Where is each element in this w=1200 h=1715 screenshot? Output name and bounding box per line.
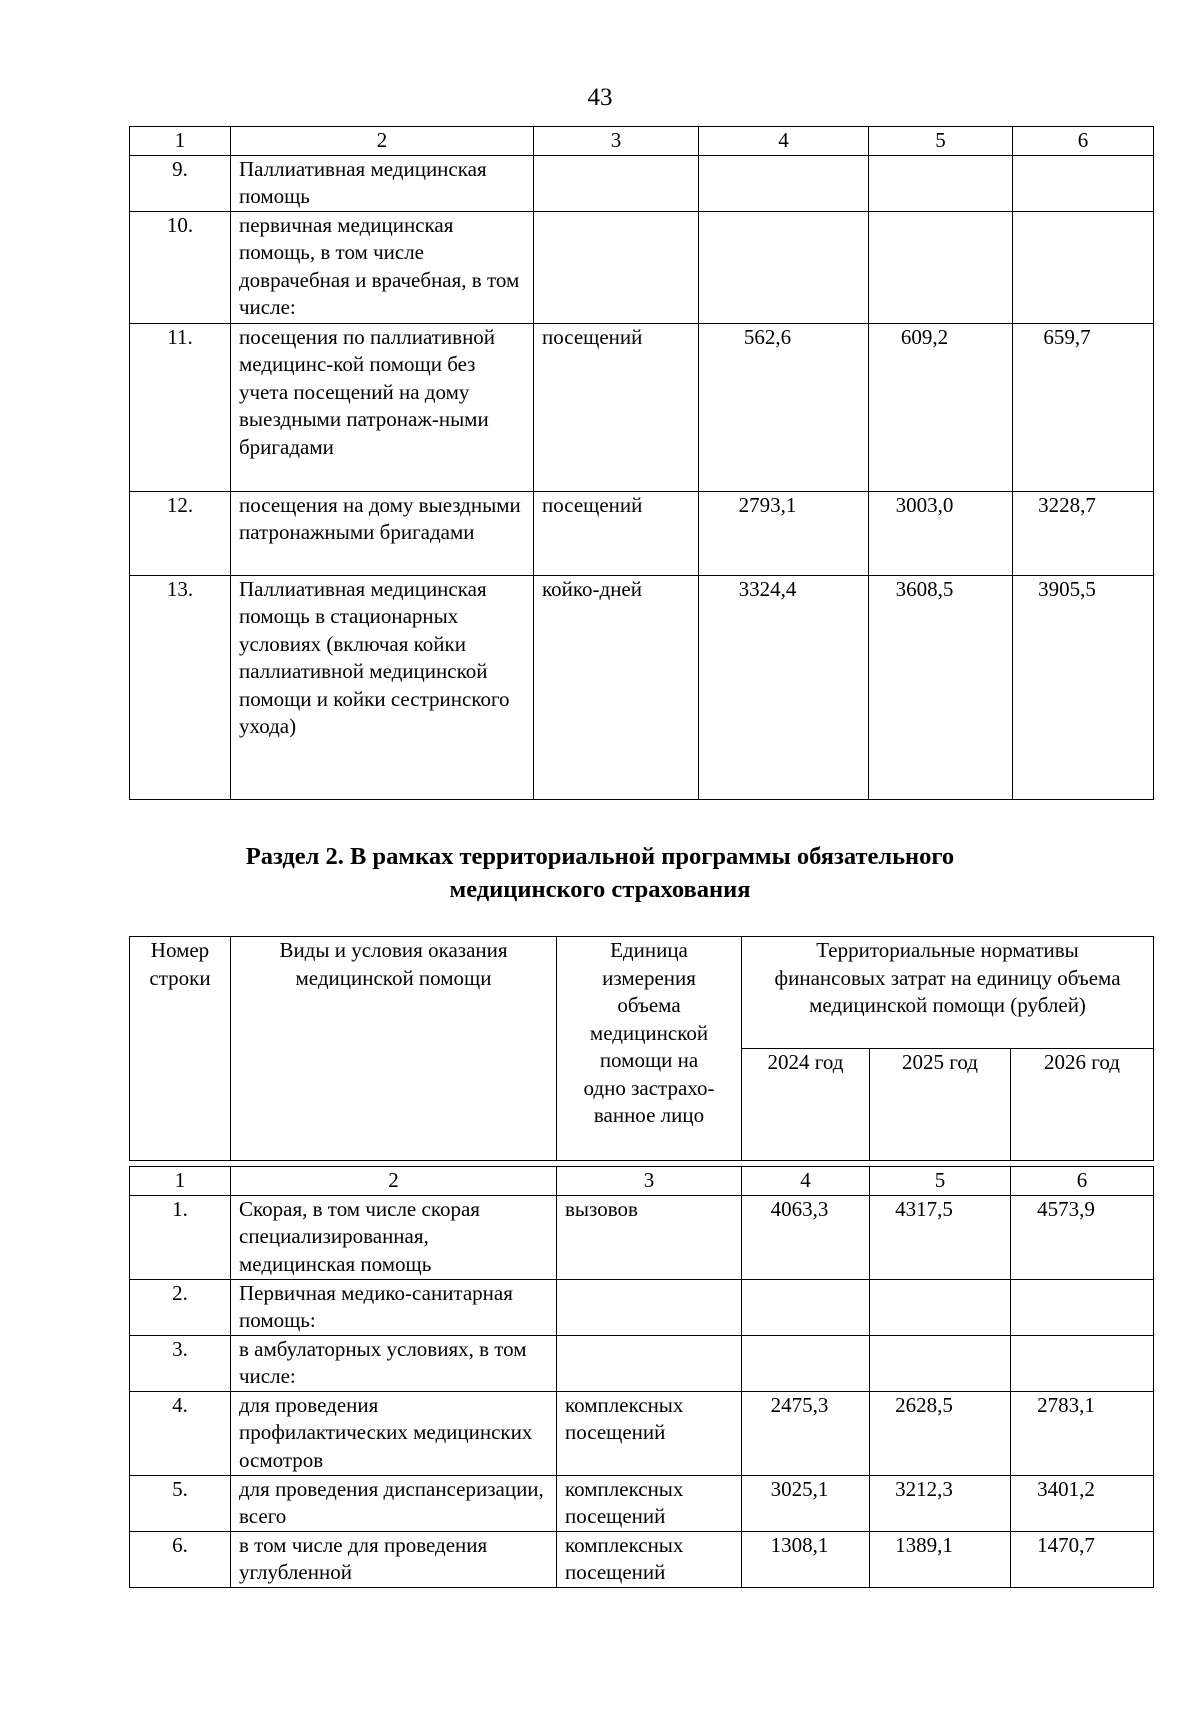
- section-heading-line: Раздел 2. В рамках территориальной программы обязательного: [245, 843, 955, 870]
- column-number-row: [130, 1167, 1154, 1196]
- row-number: 5.: [130, 1475, 231, 1531]
- row-number: 10.: [130, 211, 231, 323]
- column-number: 1: [130, 127, 231, 156]
- value-2026: 3905,5: [1013, 575, 1154, 799]
- column-number: 4: [742, 1167, 870, 1196]
- column-number: 1: [130, 1167, 231, 1196]
- value-2025: 3608,5: [869, 575, 1013, 799]
- page-number: 43: [587, 84, 613, 111]
- row-unit: [557, 1279, 742, 1335]
- column-number: 5: [870, 1167, 1011, 1196]
- row-name: посещения по паллиативной медицинс-кой помощи без учета посещений на дому выездными патронаж-ными бригадами: [231, 323, 534, 491]
- value-2026: 3228,7: [1013, 491, 1154, 575]
- column-number: 6: [1011, 1167, 1154, 1196]
- table-row: [130, 491, 1154, 575]
- row-name: в амбулаторных условиях, в том числе:: [231, 1335, 557, 1391]
- header-norms: Территориальные нормативы финансовых затрат на единицу объема медицинской помощи (рублей): [742, 937, 1154, 1049]
- row-name: первичная медицинская помощь, в том числе доврачебная и врачебная, в том числе:: [231, 211, 534, 323]
- row-name: в том числе для проведения углубленной: [231, 1531, 557, 1587]
- row-unit: койко-дней: [534, 575, 699, 799]
- row-unit: [557, 1335, 742, 1391]
- table-row: [130, 1475, 1154, 1531]
- table-row: [130, 211, 1154, 323]
- value-2026: 1470,7: [1011, 1531, 1154, 1587]
- row-number: 2.: [130, 1279, 231, 1335]
- row-number: 12.: [130, 491, 231, 575]
- table-row: [130, 1531, 1154, 1587]
- oms-cost-norms-table: [129, 1166, 1154, 1588]
- header-unit: Единица измерения объема медицинской помощи на одно застрахо-ванное лицо: [557, 937, 742, 1161]
- table-row: [130, 575, 1154, 799]
- value-2025: [869, 211, 1013, 323]
- row-number: 4.: [130, 1391, 231, 1475]
- value-2025: [869, 155, 1013, 211]
- row-name: для проведения диспансеризации, всего: [231, 1475, 557, 1531]
- value-2025: 3212,3: [870, 1475, 1011, 1531]
- row-unit: комплексных посещений: [557, 1531, 742, 1587]
- section-heading-line: медицинского страхования: [449, 876, 751, 903]
- row-number: 11.: [130, 323, 231, 491]
- value-2026: 2783,1: [1011, 1391, 1154, 1475]
- value-2025: 4317,5: [870, 1195, 1011, 1279]
- palliative-care-table: [129, 126, 1154, 800]
- value-2025: 609,2: [869, 323, 1013, 491]
- header-year-2026: 2026 год: [1011, 1049, 1154, 1161]
- value-2024: 562,6: [699, 323, 869, 491]
- table-row: [130, 155, 1154, 211]
- header-row-number: Номер строки: [130, 937, 231, 1161]
- header-kinds: Виды и условия оказания медицинской помощи: [231, 937, 557, 1161]
- value-2024: 2475,3: [742, 1391, 870, 1475]
- value-2025: 2628,5: [870, 1391, 1011, 1475]
- row-name: посещения на дому выездными патронажными бригадами: [231, 491, 534, 575]
- column-number: 2: [231, 127, 534, 156]
- value-2024: 3025,1: [742, 1475, 870, 1531]
- value-2026: 4573,9: [1011, 1195, 1154, 1279]
- header-row: [130, 937, 1154, 1049]
- column-number: 5: [869, 127, 1013, 156]
- row-name: Паллиативная медицинская помощь в стационарных условиях (включая койки паллиативной медицинской помощи и койки сестринского ухода): [231, 575, 534, 799]
- row-number: 13.: [130, 575, 231, 799]
- value-2024: 3324,4: [699, 575, 869, 799]
- table-row: [130, 323, 1154, 491]
- value-2024: [742, 1279, 870, 1335]
- value-2026: [1013, 211, 1154, 323]
- column-number: 2: [231, 1167, 557, 1196]
- header-year-2025: 2025 год: [870, 1049, 1011, 1161]
- value-2025: 1389,1: [870, 1531, 1011, 1587]
- table-row: [130, 1279, 1154, 1335]
- column-number: 4: [699, 127, 869, 156]
- section-heading: [0, 840, 1200, 906]
- value-2026: [1011, 1335, 1154, 1391]
- table-row: [130, 1391, 1154, 1475]
- column-number-row: [130, 127, 1154, 156]
- value-2026: 659,7: [1013, 323, 1154, 491]
- row-name: Скорая, в том числе скорая специализированная, медицинская помощь: [231, 1195, 557, 1279]
- row-unit: комплексных посещений: [557, 1475, 742, 1531]
- oms-header-table: [129, 936, 1154, 1161]
- value-2025: [870, 1335, 1011, 1391]
- row-number: 3.: [130, 1335, 231, 1391]
- value-2024: [699, 155, 869, 211]
- value-2026: [1013, 155, 1154, 211]
- row-number: 1.: [130, 1195, 231, 1279]
- row-unit: [534, 211, 699, 323]
- value-2024: 4063,3: [742, 1195, 870, 1279]
- row-unit: посещений: [534, 323, 699, 491]
- column-number: 3: [534, 127, 699, 156]
- value-2024: 2793,1: [699, 491, 869, 575]
- row-unit: комплексных посещений: [557, 1391, 742, 1475]
- row-unit: посещений: [534, 491, 699, 575]
- value-2024: 1308,1: [742, 1531, 870, 1587]
- value-2026: [1011, 1279, 1154, 1335]
- row-number: 9.: [130, 155, 231, 211]
- value-2024: [699, 211, 869, 323]
- column-number: 6: [1013, 127, 1154, 156]
- row-unit: вызовов: [557, 1195, 742, 1279]
- row-name: Паллиативная медицинская помощь: [231, 155, 534, 211]
- value-2024: [742, 1335, 870, 1391]
- row-name: для проведения профилактических медицинских осмотров: [231, 1391, 557, 1475]
- value-2025: 3003,0: [869, 491, 1013, 575]
- value-2025: [870, 1279, 1011, 1335]
- value-2026: 3401,2: [1011, 1475, 1154, 1531]
- header-year-2024: 2024 год: [742, 1049, 870, 1161]
- column-number: 3: [557, 1167, 742, 1196]
- table-row: [130, 1335, 1154, 1391]
- table-row: [130, 1195, 1154, 1279]
- row-unit: [534, 155, 699, 211]
- row-name: Первичная медико-санитарная помощь:: [231, 1279, 557, 1335]
- row-number: 6.: [130, 1531, 231, 1587]
